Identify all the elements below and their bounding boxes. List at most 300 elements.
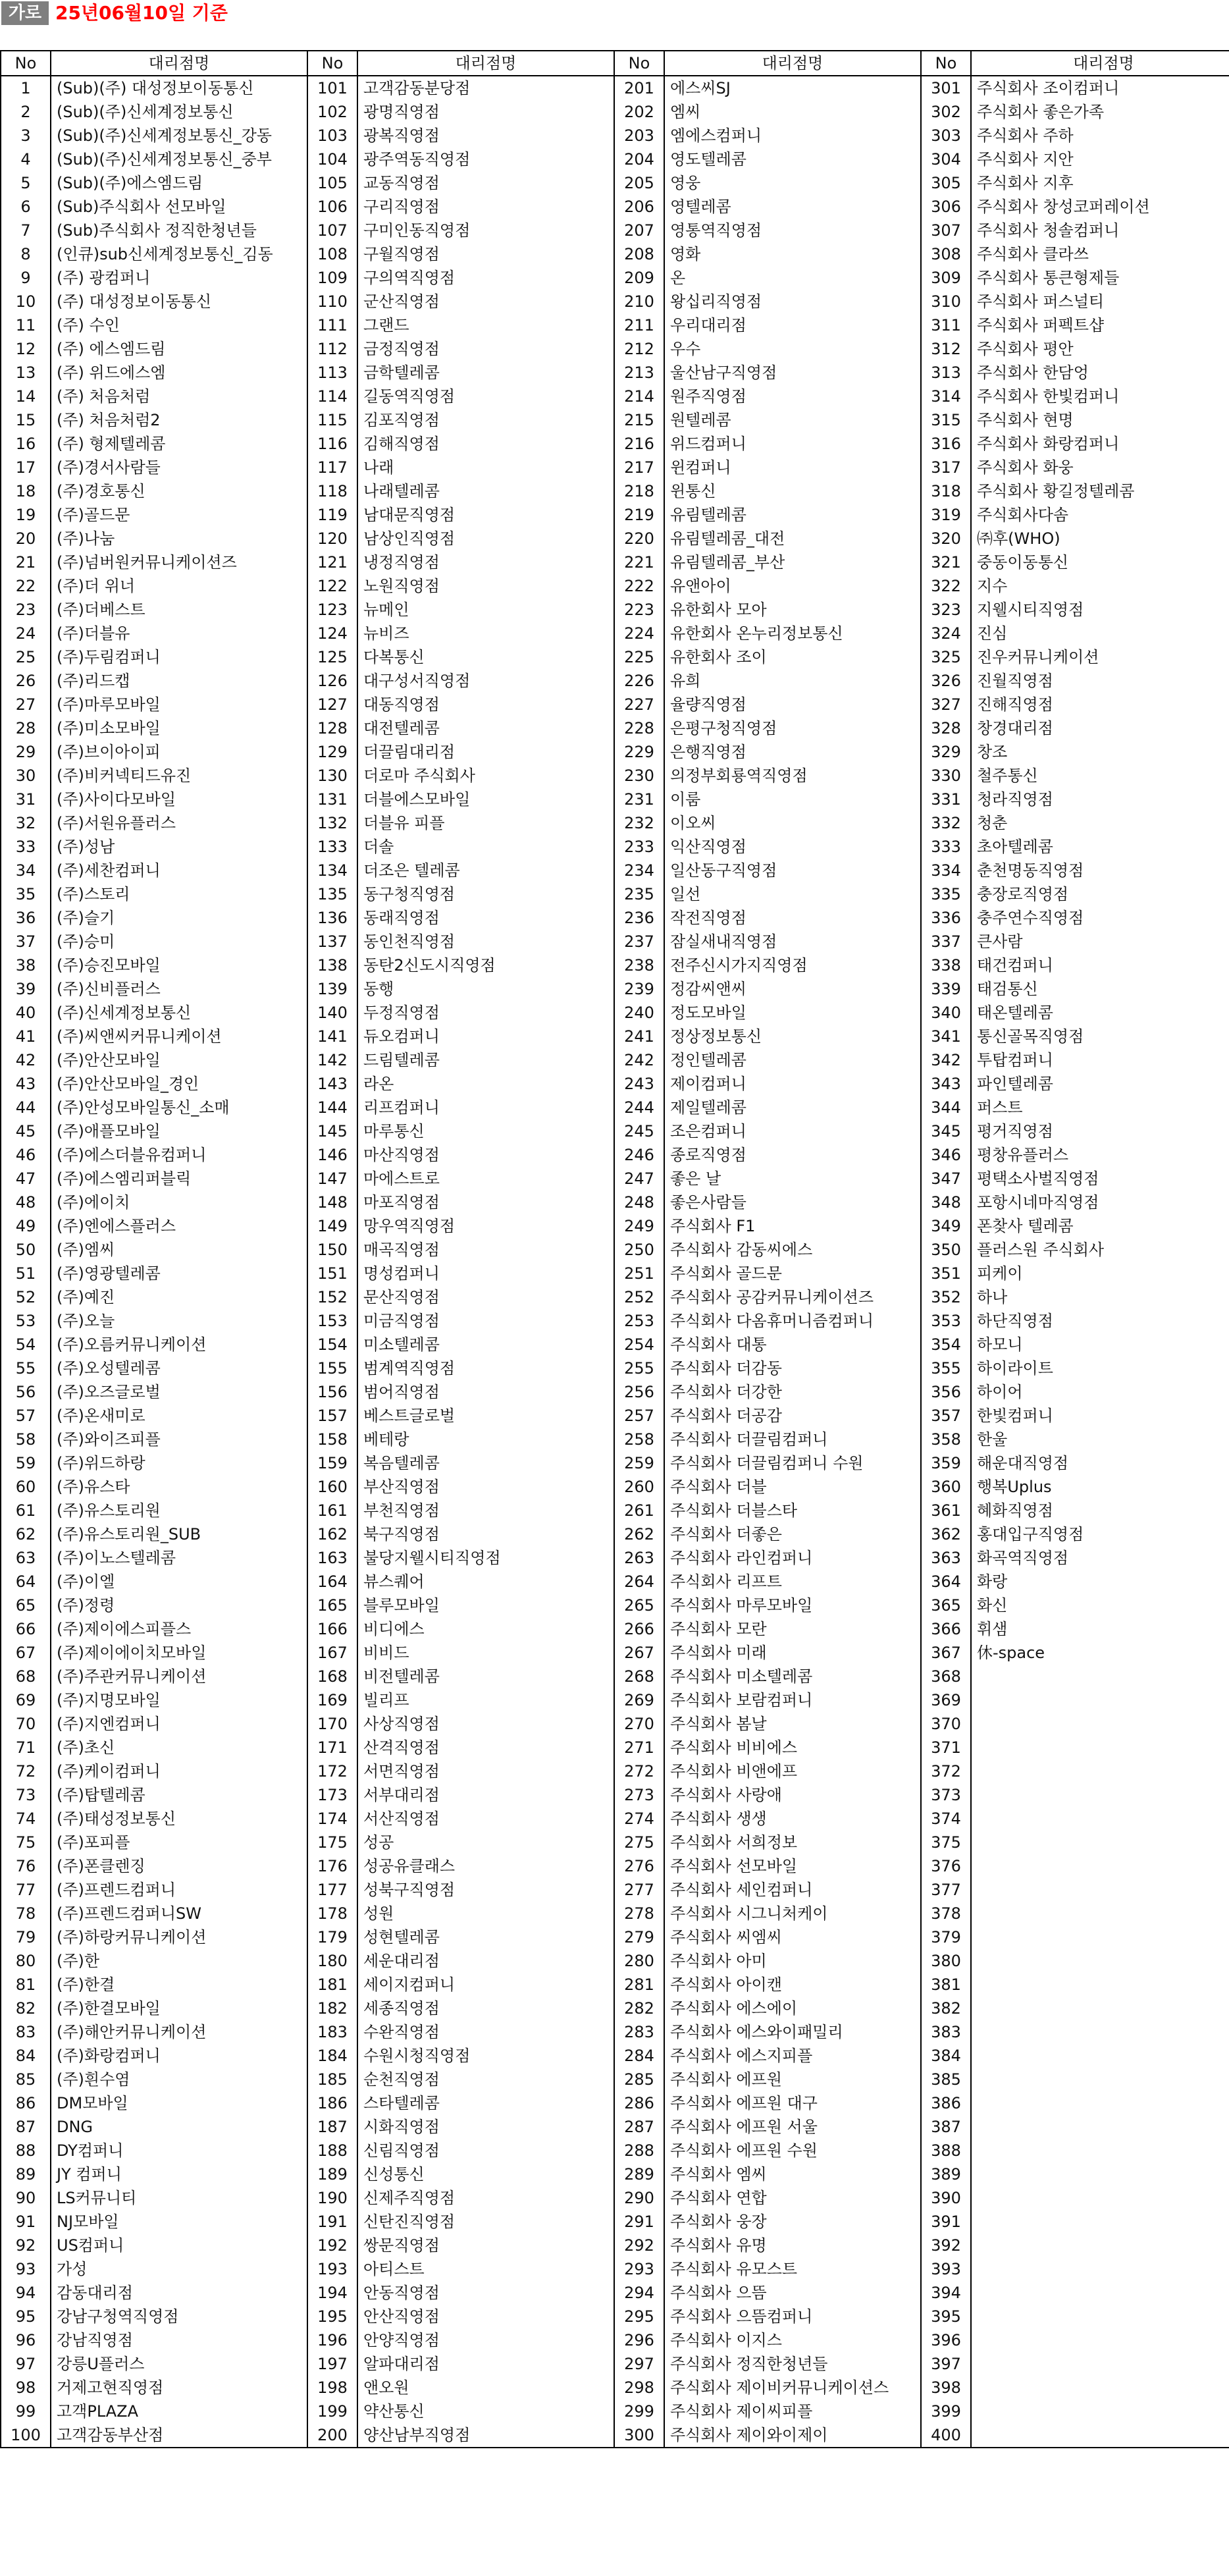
dealer-name: 베스트글로벌 [357, 1404, 614, 1428]
entry-number: 145 [307, 1119, 357, 1143]
dealer-name: 주식회사 정직한청년들 [664, 2352, 921, 2376]
dealer-name [971, 2234, 1229, 2257]
dealer-name: 나래 [357, 456, 614, 479]
dealer-name: (주)한결모바일 [51, 1997, 307, 2020]
dealer-name: 남대문직영점 [357, 503, 614, 527]
table-row [1, 2305, 1229, 2328]
entry-number: 391 [921, 2210, 971, 2234]
entry-number: 148 [307, 1191, 357, 1214]
entry-number: 202 [614, 100, 664, 124]
dealer-name: 온 [664, 266, 921, 290]
entry-number: 338 [921, 953, 971, 977]
entry-number: 343 [921, 1072, 971, 1096]
dealer-name: 익산직영점 [664, 835, 921, 859]
entry-number: 378 [921, 1902, 971, 1925]
entry-number: 301 [921, 76, 971, 100]
entry-number: 303 [921, 124, 971, 148]
entry-number: 189 [307, 2162, 357, 2186]
dealer-name: 주식회사 미소텔레콤 [664, 1665, 921, 1688]
entry-number: 12 [1, 337, 51, 361]
dealer-name: 뉴메인 [357, 598, 614, 622]
dealer-name: 주식회사 아미 [664, 1949, 921, 1973]
table-row [1, 2234, 1229, 2257]
entry-number: 29 [1, 740, 51, 764]
dealer-name: NJ모바일 [51, 2210, 307, 2234]
dealer-name: 주식회사 F1 [664, 1214, 921, 1238]
entry-number: 132 [307, 811, 357, 835]
table-row [1, 1594, 1229, 1617]
entry-number: 375 [921, 1831, 971, 1854]
table-row [1, 1475, 1229, 1499]
entry-number: 91 [1, 2210, 51, 2234]
table-row [1, 361, 1229, 385]
dealer-name: (주)주관커뮤니케이션 [51, 1665, 307, 1688]
dealer-name: (주) 대성정보이동통신 [51, 290, 307, 313]
dealer-name: 주식회사 더끌림컴퍼니 [664, 1428, 921, 1451]
entry-number: 196 [307, 2328, 357, 2352]
dealer-name: (주)오성텔레콤 [51, 1356, 307, 1380]
entry-number: 137 [307, 930, 357, 953]
table-row [1, 2162, 1229, 2186]
entry-number: 182 [307, 1997, 357, 2020]
dealer-name: (인큐)sub신세계정보통신_김동 [51, 242, 307, 266]
dealer-name: (주)씨앤씨커뮤니케이션 [51, 1025, 307, 1048]
dealer-name: 성공유클래스 [357, 1854, 614, 1878]
entry-number: 115 [307, 408, 357, 432]
dealer-name: 세이지컴퍼니 [357, 1973, 614, 1997]
entry-number: 323 [921, 598, 971, 622]
entry-number: 282 [614, 1997, 664, 2020]
entry-number: 288 [614, 2139, 664, 2162]
entry-number: 127 [307, 693, 357, 716]
entry-number: 388 [921, 2139, 971, 2162]
entry-number: 194 [307, 2281, 357, 2305]
dealer-name: 혜화직영점 [971, 1499, 1229, 1522]
dealer-name: 평택소사벌직영점 [971, 1167, 1229, 1191]
dealer-name: 하단직영점 [971, 1309, 1229, 1333]
entry-number: 231 [614, 788, 664, 811]
entry-number: 160 [307, 1475, 357, 1499]
dealer-name: 고객감동분당점 [357, 76, 614, 100]
entry-number: 218 [614, 479, 664, 503]
entry-number: 222 [614, 574, 664, 598]
table-row [1, 716, 1229, 740]
entry-number: 250 [614, 1238, 664, 1262]
table-row [1, 788, 1229, 811]
entry-number: 281 [614, 1973, 664, 1997]
entry-number: 255 [614, 1356, 664, 1380]
dealer-name [971, 2068, 1229, 2091]
dealer-name: (주)이노스텔레콤 [51, 1546, 307, 1570]
dealer-name: 주식회사 감동씨에스 [664, 1238, 921, 1262]
entry-number: 112 [307, 337, 357, 361]
entry-number: 360 [921, 1475, 971, 1499]
entry-number: 227 [614, 693, 664, 716]
entry-number: 45 [1, 1119, 51, 1143]
entry-number: 165 [307, 1594, 357, 1617]
entry-number: 79 [1, 1925, 51, 1949]
dealer-name: 주식회사다솜 [971, 503, 1229, 527]
entry-number: 337 [921, 930, 971, 953]
entry-number: 134 [307, 859, 357, 882]
dealer-name: 마에스트로 [357, 1167, 614, 1191]
dealer-name: 마루통신 [357, 1119, 614, 1143]
dealer-name: 앤오원 [357, 2376, 614, 2400]
dealer-name: 복음텔레콤 [357, 1451, 614, 1475]
dealer-name: 제일텔레콤 [664, 1096, 921, 1119]
entry-number: 5 [1, 171, 51, 195]
entry-number: 197 [307, 2352, 357, 2376]
header-name-4: 대리점명 [971, 51, 1229, 76]
entry-number: 146 [307, 1143, 357, 1167]
dealer-name: 이룸 [664, 788, 921, 811]
dealer-name [971, 1807, 1229, 1831]
entry-number: 224 [614, 622, 664, 645]
table-row [1, 622, 1229, 645]
entry-number: 352 [921, 1285, 971, 1309]
dealer-name: 영화 [664, 242, 921, 266]
entry-number: 90 [1, 2186, 51, 2210]
dealer-name: 이오씨 [664, 811, 921, 835]
entry-number: 168 [307, 1665, 357, 1688]
entry-number: 186 [307, 2091, 357, 2115]
dealer-name: 평거직영점 [971, 1119, 1229, 1143]
dealer-name: 주식회사 황길정텔레콤 [971, 479, 1229, 503]
entry-number: 394 [921, 2281, 971, 2305]
entry-number: 349 [921, 1214, 971, 1238]
entry-number: 136 [307, 906, 357, 930]
dealer-name: 잠실새내직영점 [664, 930, 921, 953]
dealer-name: (주)와이즈피플 [51, 1428, 307, 1451]
dealer-name: 윈통신 [664, 479, 921, 503]
dealer-name: 주식회사 마루모바일 [664, 1594, 921, 1617]
dealer-name: 성공 [357, 1831, 614, 1854]
entry-number: 289 [614, 2162, 664, 2186]
entry-number: 330 [921, 764, 971, 788]
entry-number: 336 [921, 906, 971, 930]
table-row [1, 1973, 1229, 1997]
entry-number: 153 [307, 1309, 357, 1333]
entry-number: 8 [1, 242, 51, 266]
dealer-name: 김포직영점 [357, 408, 614, 432]
entry-number: 340 [921, 1001, 971, 1025]
entry-number: 169 [307, 1688, 357, 1712]
dealer-name: (주)해안커뮤니케이션 [51, 2020, 307, 2044]
dealer-name: 스타텔레콤 [357, 2091, 614, 2115]
entry-number: 129 [307, 740, 357, 764]
entry-number: 117 [307, 456, 357, 479]
dealer-name: 주식회사 골드문 [664, 1262, 921, 1285]
table-row [1, 1309, 1229, 1333]
entry-number: 20 [1, 527, 51, 550]
dealer-name: 신림직영점 [357, 2139, 614, 2162]
dealer-name: 광주역동직영점 [357, 148, 614, 171]
dealer-name: 작전직영점 [664, 906, 921, 930]
table-row [1, 2091, 1229, 2115]
entry-number: 207 [614, 219, 664, 242]
dealer-name: (주)폰클렌징 [51, 1854, 307, 1878]
entry-number: 152 [307, 1285, 357, 1309]
entry-number: 242 [614, 1048, 664, 1072]
dealer-name: (주)리드캡 [51, 669, 307, 693]
dealer-name: 은행직영점 [664, 740, 921, 764]
dealer-name: 세운대리점 [357, 1949, 614, 1973]
entry-number: 260 [614, 1475, 664, 1499]
dealer-name: 주식회사 시그니처케이 [664, 1902, 921, 1925]
entry-number: 1 [1, 76, 51, 100]
entry-number: 212 [614, 337, 664, 361]
dealer-name: 주식회사 화웅 [971, 456, 1229, 479]
dealer-name: (주)화랑컴퍼니 [51, 2044, 307, 2068]
dealer-name: (주)한 [51, 1949, 307, 1973]
table-row [1, 811, 1229, 835]
entry-number: 361 [921, 1499, 971, 1522]
dealer-name: 동구청직영점 [357, 882, 614, 906]
entry-number: 107 [307, 219, 357, 242]
entry-number: 322 [921, 574, 971, 598]
dealer-name: 동행 [357, 977, 614, 1001]
entry-number: 159 [307, 1451, 357, 1475]
entry-number: 141 [307, 1025, 357, 1048]
entry-number: 284 [614, 2044, 664, 2068]
entry-number: 93 [1, 2257, 51, 2281]
entry-number: 177 [307, 1878, 357, 1902]
dealer-name: 신성통신 [357, 2162, 614, 2186]
table-row [1, 408, 1229, 432]
entry-number: 342 [921, 1048, 971, 1072]
entry-number: 126 [307, 669, 357, 693]
table-row [1, 835, 1229, 859]
entry-number: 125 [307, 645, 357, 669]
entry-number: 170 [307, 1712, 357, 1736]
dealer-name: 감동대리점 [51, 2281, 307, 2305]
dealer-name: 주식회사 모란 [664, 1617, 921, 1641]
dealer-name: 김해직영점 [357, 432, 614, 456]
table-body [1, 76, 1229, 2448]
table-row [1, 977, 1229, 1001]
entry-number: 265 [614, 1594, 664, 1617]
dealer-name: (주)지엔컴퍼니 [51, 1712, 307, 1736]
dealer-name: 주식회사 더끌림컴퍼니 수원 [664, 1451, 921, 1475]
table-row [1, 195, 1229, 219]
entry-number: 63 [1, 1546, 51, 1570]
entry-number: 346 [921, 1143, 971, 1167]
table-row [1, 2281, 1229, 2305]
entry-number: 275 [614, 1831, 664, 1854]
dealer-name: 주식회사 청솔컴퍼니 [971, 219, 1229, 242]
dealer-name: 큰사람 [971, 930, 1229, 953]
entry-number: 114 [307, 385, 357, 408]
dealer-name: 세종직영점 [357, 1997, 614, 2020]
dealer-name: (주)초신 [51, 1736, 307, 1759]
entry-number: 393 [921, 2257, 971, 2281]
dealer-name: DY컴퍼니 [51, 2139, 307, 2162]
entry-number: 38 [1, 953, 51, 977]
dealer-name: (주)프렌드컴퍼니SW [51, 1902, 307, 1925]
dealer-name: 진월직영점 [971, 669, 1229, 693]
entry-number: 105 [307, 171, 357, 195]
dealer-name: 영통역직영점 [664, 219, 921, 242]
entry-number: 51 [1, 1262, 51, 1285]
entry-number: 382 [921, 1997, 971, 2020]
entry-number: 217 [614, 456, 664, 479]
dealer-name: (주)더블유 [51, 622, 307, 645]
entry-number: 149 [307, 1214, 357, 1238]
dealer-name: (주)신비플러스 [51, 977, 307, 1001]
dealer-name [971, 2210, 1229, 2234]
dealer-name: 성현텔레콤 [357, 1925, 614, 1949]
table-row [1, 2115, 1229, 2139]
dealer-name: 주식회사 더블 [664, 1475, 921, 1499]
entry-number: 183 [307, 2020, 357, 2044]
entry-number: 53 [1, 1309, 51, 1333]
entry-number: 25 [1, 645, 51, 669]
entry-number: 365 [921, 1594, 971, 1617]
dealer-name: 우수 [664, 337, 921, 361]
dealer-name: 구리직영점 [357, 195, 614, 219]
entry-number: 70 [1, 1712, 51, 1736]
entry-number: 256 [614, 1380, 664, 1404]
dealer-name: (주)엠씨 [51, 1238, 307, 1262]
dealer-name: 주식회사 에스와이패밀리 [664, 2020, 921, 2044]
dealer-name: 거제고현직영점 [51, 2376, 307, 2400]
entry-number: 164 [307, 1570, 357, 1594]
dealer-name: 주식회사 주하 [971, 124, 1229, 148]
dealer-name: (주)세찬컴퍼니 [51, 859, 307, 882]
dealer-name: (주)영광텔레콤 [51, 1262, 307, 1285]
entry-number: 317 [921, 456, 971, 479]
entry-number: 172 [307, 1759, 357, 1783]
entry-number: 175 [307, 1831, 357, 1854]
entry-number: 185 [307, 2068, 357, 2091]
entry-number: 299 [614, 2400, 664, 2423]
dealer-name: 통신골목직영점 [971, 1025, 1229, 1048]
dealer-name: 율량직영점 [664, 693, 921, 716]
entry-number: 150 [307, 1238, 357, 1262]
dealer-name: 원텔레콤 [664, 408, 921, 432]
dealer-name [971, 1902, 1229, 1925]
dealer-name: 주식회사 제이비커뮤니케이션스 [664, 2376, 921, 2400]
entry-number: 95 [1, 2305, 51, 2328]
entry-number: 104 [307, 148, 357, 171]
entry-number: 89 [1, 2162, 51, 2186]
dealer-name: 구미인동직영점 [357, 219, 614, 242]
dealer-name: 미금직영점 [357, 1309, 614, 1333]
dealer-name: 주식회사 에프원 서울 [664, 2115, 921, 2139]
entry-number: 65 [1, 1594, 51, 1617]
dealer-name: 안동직영점 [357, 2281, 614, 2305]
dealer-name: 매곡직영점 [357, 1238, 614, 1262]
entry-number: 298 [614, 2376, 664, 2400]
dealer-name [971, 2376, 1229, 2400]
dealer-name: 중동이동통신 [971, 550, 1229, 574]
entry-number: 264 [614, 1570, 664, 1594]
dealer-name: 망우역직영점 [357, 1214, 614, 1238]
entry-number: 239 [614, 977, 664, 1001]
dealer-name: 주식회사 통큰형제들 [971, 266, 1229, 290]
dealer-name: 하이어 [971, 1380, 1229, 1404]
dealer-name: 주식회사 더좋은 [664, 1522, 921, 1546]
entry-number: 18 [1, 479, 51, 503]
entry-number: 385 [921, 2068, 971, 2091]
entry-number: 16 [1, 432, 51, 456]
dealer-name: 부산직영점 [357, 1475, 614, 1499]
entry-number: 314 [921, 385, 971, 408]
entry-number: 98 [1, 2376, 51, 2400]
dealer-name: 주식회사 웅장 [664, 2210, 921, 2234]
dealer-name: 듀오컴퍼니 [357, 1025, 614, 1048]
entry-number: 143 [307, 1072, 357, 1096]
dealer-name: 유림텔레콤_대전 [664, 527, 921, 550]
entry-number: 214 [614, 385, 664, 408]
dealer-name: 더로마 주식회사 [357, 764, 614, 788]
entry-number: 313 [921, 361, 971, 385]
entry-number: 32 [1, 811, 51, 835]
table-row [1, 290, 1229, 313]
table-row [1, 1143, 1229, 1167]
entry-number: 392 [921, 2234, 971, 2257]
header-no-3: No [614, 51, 664, 76]
entry-number: 187 [307, 2115, 357, 2139]
dealer-name: 문산직영점 [357, 1285, 614, 1309]
entry-number: 130 [307, 764, 357, 788]
entry-number: 121 [307, 550, 357, 574]
entry-number: 311 [921, 313, 971, 337]
dealer-name: (주) 광컴퍼니 [51, 266, 307, 290]
entry-number: 341 [921, 1025, 971, 1048]
table-row [1, 2186, 1229, 2210]
dealer-name: 초아텔레콤 [971, 835, 1229, 859]
dealer-name: 주식회사 리프트 [664, 1570, 921, 1594]
entry-number: 52 [1, 1285, 51, 1309]
entry-number: 86 [1, 2091, 51, 2115]
dealer-name: 충주연수직영점 [971, 906, 1229, 930]
entry-number: 68 [1, 1665, 51, 1688]
entry-number: 329 [921, 740, 971, 764]
entry-number: 273 [614, 1783, 664, 1807]
table-row [1, 2068, 1229, 2091]
table-row [1, 1712, 1229, 1736]
dealer-name: 休-space [971, 1641, 1229, 1665]
entry-number: 142 [307, 1048, 357, 1072]
dealer-name [971, 2305, 1229, 2328]
entry-number: 102 [307, 100, 357, 124]
entry-number: 236 [614, 906, 664, 930]
dealer-name: 서부대리점 [357, 1783, 614, 1807]
dealer-name: 플러스원 주식회사 [971, 1238, 1229, 1262]
entry-number: 287 [614, 2115, 664, 2139]
entry-number: 249 [614, 1214, 664, 1238]
dealer-name: 구월직영점 [357, 242, 614, 266]
dealer-name: 주식회사 씨엠씨 [664, 1925, 921, 1949]
dealer-name: (주)유스타 [51, 1475, 307, 1499]
dealer-name: 주식회사 창성코퍼레이션 [971, 195, 1229, 219]
entry-number: 208 [614, 242, 664, 266]
entry-number: 380 [921, 1949, 971, 1973]
entry-number: 369 [921, 1688, 971, 1712]
dealer-name [971, 2328, 1229, 2352]
entry-number: 327 [921, 693, 971, 716]
dealer-name: 알파대리점 [357, 2352, 614, 2376]
dealer-name: 주식회사 라인컴퍼니 [664, 1546, 921, 1570]
entry-number: 180 [307, 1949, 357, 1973]
table-row [1, 2328, 1229, 2352]
dealer-name: 주식회사 비비에스 [664, 1736, 921, 1759]
dealer-name: 대구성서직영점 [357, 669, 614, 693]
dealer-name: 군산직영점 [357, 290, 614, 313]
entry-number: 47 [1, 1167, 51, 1191]
entry-number: 39 [1, 977, 51, 1001]
